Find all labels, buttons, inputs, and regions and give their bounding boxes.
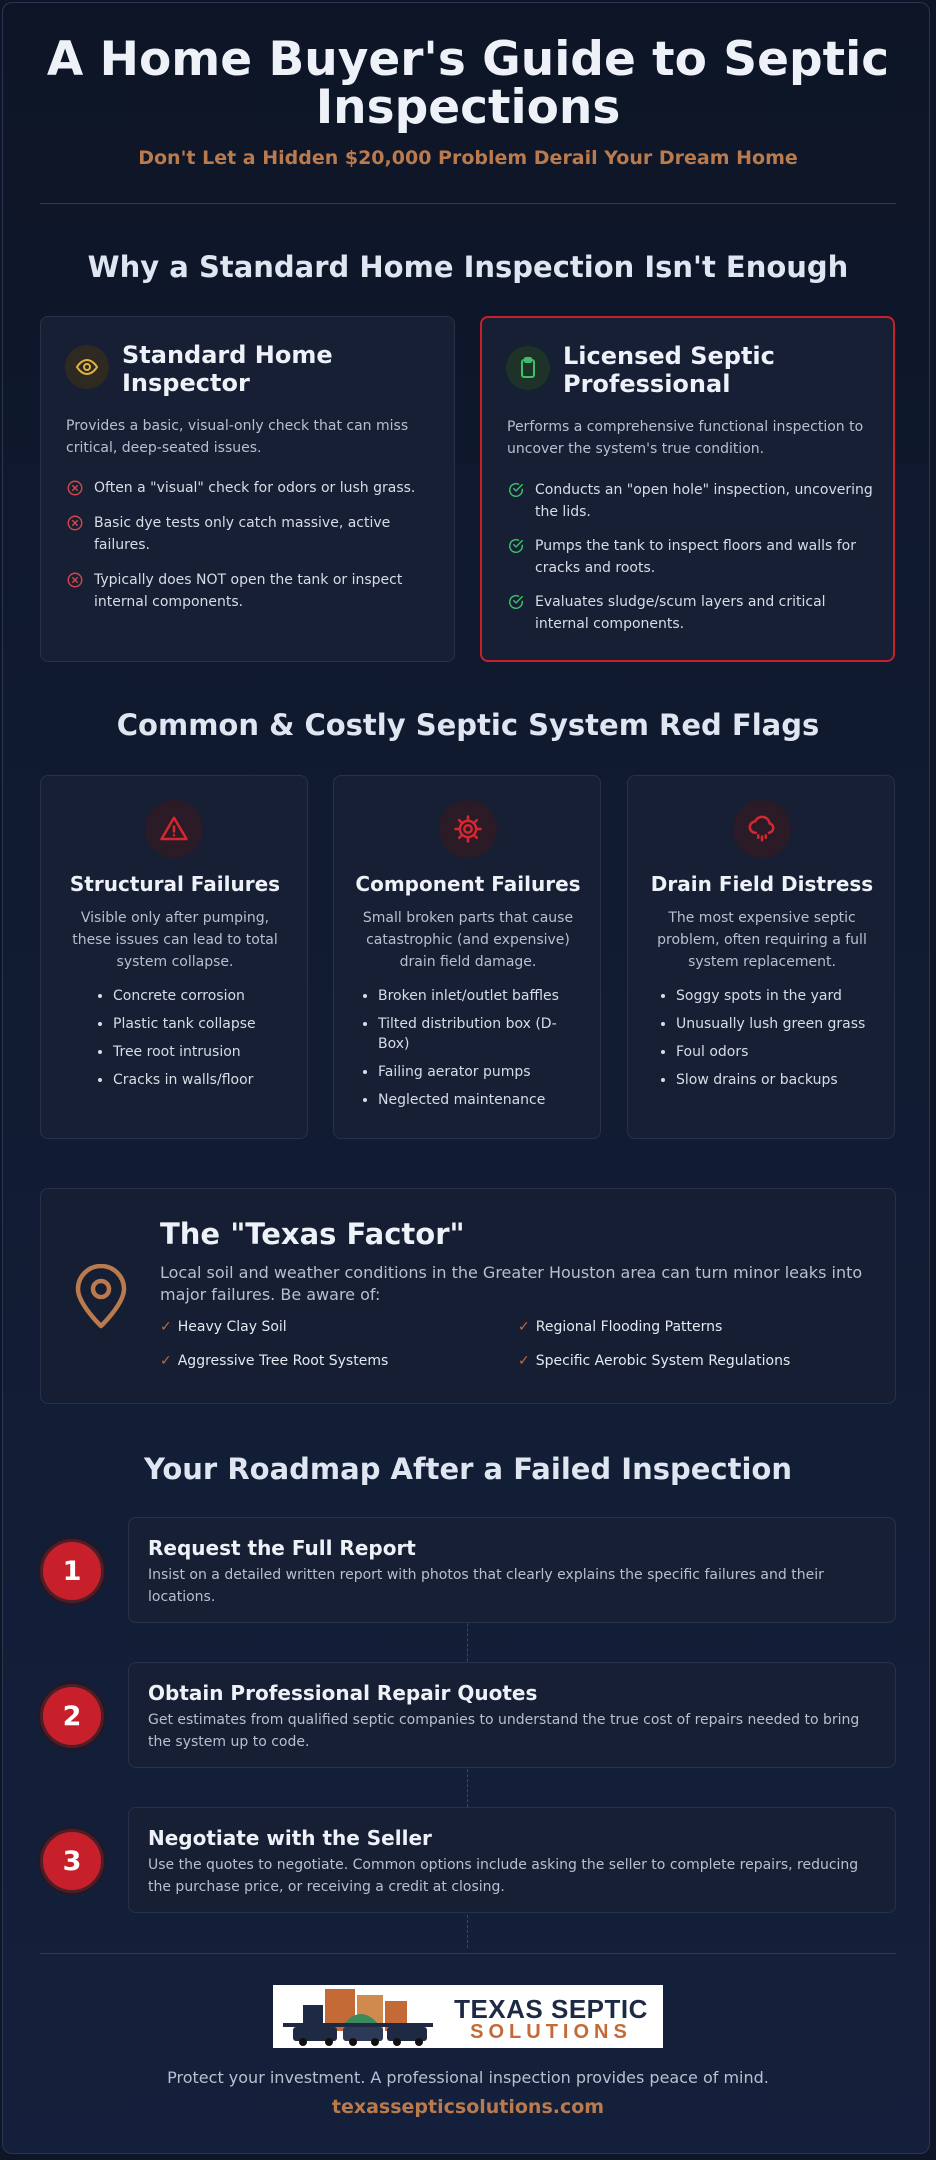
- list-item: • Foul odors: [676, 1042, 884, 1062]
- flag-card-list: [69, 986, 333, 1098]
- standard-inspector-card: [40, 316, 455, 662]
- rain-cloud-icon: [733, 800, 791, 858]
- list-item: • Unusually lush green grass: [676, 1014, 884, 1034]
- flag-card-list: [628, 986, 896, 1098]
- page-subtitle: Don't Let a Hidden $20,000 Problem Derail Your Dream Home: [138, 147, 798, 169]
- texas-factor-item: ✓ Aggressive Tree Root Systems: [160, 1353, 389, 1369]
- step-description: Get estimates from qualified septic companies to understand the true cost of repairs needed to bring the system up to code.: [148, 1712, 860, 1750]
- step-description: Insist on a detailed written report with photos that clearly explains the specific failures and their locations.: [148, 1567, 824, 1605]
- flag-card-description: Small broken parts that cause catastrophic (and expensive) drain field damage.: [362, 910, 574, 970]
- step-card: [128, 1517, 896, 1623]
- check-icon: ✓: [518, 1319, 530, 1335]
- texas-factor-card: [40, 1188, 896, 1404]
- standard-inspector-list: [66, 477, 436, 613]
- company-logo: [273, 1985, 663, 2048]
- comparison-section-title: Why a Standard Home Inspection Isn't Enough: [87, 250, 849, 284]
- list-item: • Slow drains or backups: [676, 1070, 884, 1090]
- check-circle-icon: [507, 537, 525, 555]
- list-item: Pumps the tank to inspect floors and walls for cracks and roots.: [507, 535, 877, 579]
- list-item: Evaluates sludge/scum layers and critical internal components.: [507, 591, 877, 635]
- step-title: Obtain Professional Repair Quotes: [148, 1681, 538, 1705]
- eye-icon: [65, 345, 109, 389]
- step-card: [128, 1807, 896, 1913]
- texas-factor-description: Local soil and weather conditions in the Greater Houston area can turn minor leaks into major failures. Be aware of:: [160, 1263, 863, 1304]
- list-item: • Neglected maintenance: [378, 1090, 578, 1110]
- flag-card-title: Component Failures: [355, 872, 581, 896]
- page-title: A Home Buyer's Guide to Septic Inspections: [46, 32, 890, 135]
- flag-card-description: Visible only after pumping, these issues can lead to total system collapse.: [72, 910, 278, 970]
- roadmap-section-title: Your Roadmap After a Failed Inspection: [144, 1452, 792, 1486]
- list-item: • Plastic tank collapse: [113, 1014, 333, 1034]
- flag-card-drain-field: [627, 775, 895, 1139]
- flag-card-list: [334, 986, 602, 1118]
- list-item: • Cracks in walls/floor: [113, 1070, 333, 1090]
- flag-card-description: The most expensive septic problem, often requiring a full system replacement.: [657, 910, 867, 970]
- list-item: • Tilted distribution box (D-Box): [378, 1014, 578, 1054]
- step-description: Use the quotes to negotiate. Common options include asking the seller to complete repairs, reducing the purchase price, or receiving a credit at closing.: [148, 1857, 859, 1895]
- red-flags-section-title: Common & Costly Septic System Red Flags: [116, 708, 820, 742]
- x-circle-icon: [66, 514, 84, 532]
- standard-inspector-title: Standard Home Inspector: [122, 341, 333, 397]
- check-icon: ✓: [160, 1319, 172, 1335]
- texas-factor-title: The "Texas Factor": [160, 1217, 465, 1251]
- step-number: 3: [40, 1829, 104, 1893]
- footer-tagline: Protect your investment. A professional inspection provides peace of mind.: [167, 2068, 769, 2087]
- licensed-professional-description: Performs a comprehensive functional inspection to uncover the system's true condition.: [507, 419, 864, 457]
- x-circle-icon: [66, 571, 84, 589]
- list-item: Typically does NOT open the tank or inspect internal components.: [66, 569, 436, 613]
- logo-line2: SOLUTIONS: [470, 2021, 632, 2043]
- flag-card-title: Drain Field Distress: [650, 872, 874, 896]
- texas-factor-item: ✓ Specific Aerobic System Regulations: [518, 1353, 791, 1369]
- step-card: [128, 1662, 896, 1768]
- divider: [40, 203, 896, 204]
- warning-triangle-icon: [145, 800, 203, 858]
- gear-icon: [439, 800, 497, 858]
- flag-card-component: [333, 775, 601, 1139]
- logo-illustration: [273, 1985, 443, 2048]
- licensed-professional-list: [507, 479, 877, 635]
- check-circle-icon: [507, 481, 525, 499]
- check-icon: ✓: [518, 1353, 530, 1369]
- list-item: • Tree root intrusion: [113, 1042, 333, 1062]
- flag-card-structural: [40, 775, 308, 1139]
- texas-factor-item: ✓ Regional Flooding Patterns: [518, 1319, 723, 1335]
- standard-inspector-description: Provides a basic, visual-only check that can miss critical, deep-seated issues.: [66, 418, 409, 456]
- check-icon: ✓: [160, 1353, 172, 1369]
- x-circle-icon: [66, 479, 84, 497]
- licensed-professional-card: [480, 316, 895, 662]
- footer-website-link[interactable]: texassepticsolutions.com: [331, 2096, 605, 2118]
- list-item: • Concrete corrosion: [113, 986, 333, 1006]
- step-number: 2: [40, 1684, 104, 1748]
- list-item: Conducts an "open hole" inspection, uncovering the lids.: [507, 479, 877, 523]
- list-item: • Failing aerator pumps: [378, 1062, 578, 1082]
- check-circle-icon: [507, 593, 525, 611]
- logo-line1: TEXAS SEPTIC: [454, 1994, 648, 2024]
- list-item: Basic dye tests only catch massive, active failures.: [66, 512, 436, 556]
- list-item: • Broken inlet/outlet baffles: [378, 986, 578, 1006]
- map-pin-icon: [74, 1264, 128, 1330]
- list-item: • Soggy spots in the yard: [676, 986, 884, 1006]
- list-item: Often a "visual" check for odors or lush grass.: [66, 477, 436, 499]
- step-title: Negotiate with the Seller: [148, 1826, 432, 1850]
- step-title: Request the Full Report: [148, 1536, 416, 1560]
- licensed-professional-title: Licensed Septic Professional: [563, 342, 775, 398]
- divider: [40, 1953, 896, 1954]
- clipboard-icon: [506, 346, 550, 390]
- texas-factor-item: ✓ Heavy Clay Soil: [160, 1319, 287, 1335]
- flag-card-title: Structural Failures: [69, 872, 281, 896]
- step-number: 1: [40, 1539, 104, 1603]
